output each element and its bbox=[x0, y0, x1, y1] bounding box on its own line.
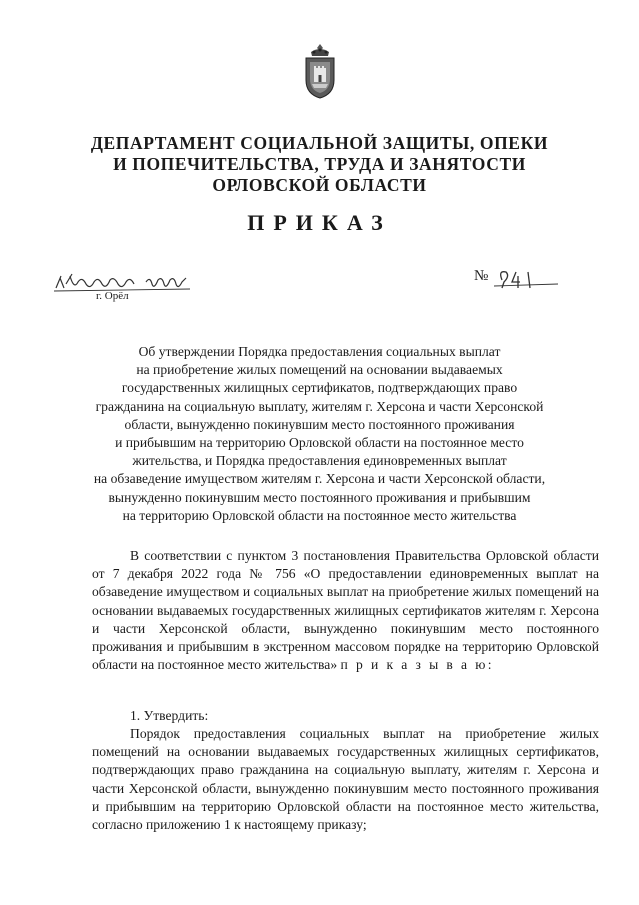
subject-line: жительства, и Порядка предоставления единовременных выплат bbox=[132, 453, 507, 469]
subject-line: государственных жилищных сертификатов, подтверждающих право bbox=[121, 380, 518, 396]
department-line-1: ДЕПАРТАМЕНТ СОЦИАЛЬНОЙ ЗАЩИТЫ, ОПЕКИ bbox=[90, 133, 549, 153]
department-heading bbox=[40, 133, 599, 196]
preamble-text: В соответствии с пунктом 3 постановления Правительства Орловской области от 7 декабря 2022 года № 756 «О предоставлении единовременных выплат на обзаведение имуществом и социальных выплат на приобретение жилых помещений на основании выдаваемых государственных жилищных сертификатов жителям г. Херсона и части Херсонской области, вынужденно покинувшим место постоянного проживания и прибывшим в экстренном массовом порядке на территорию Орловской области на постоянное место жительства» bbox=[92, 548, 599, 673]
department-line-3: ОРЛОВСКОЙ ОБЛАСТИ bbox=[212, 175, 427, 195]
handwritten-number bbox=[492, 266, 562, 294]
order-subject bbox=[80, 343, 559, 525]
item-1-text: Порядок предоставления социальных выплат на приобретение жилых помещений на основании выдаваемых государственных жилищных сертификатов, подтверждающих право гражданина на социальную выплату, жителям г. Херсона и части Херсонской области, вынужденно покинувшим место постоянного проживания и прибывшим на территорию Орловской области на постоянное место жительства, согласно приложению 1 к настоящему приказу; bbox=[92, 726, 599, 833]
number-sign: № bbox=[474, 268, 489, 284]
subject-line: области, вынужденно покинувшим место постоянного проживания bbox=[124, 416, 515, 432]
coat-of-arms-emblem bbox=[300, 42, 340, 100]
department-line-2: И ПОПЕЧИТЕЛЬСТВА, ТРУДА И ЗАНЯТОСТИ bbox=[113, 154, 526, 174]
order-number bbox=[474, 266, 564, 296]
subject-line: и прибывшим на территорию Орловской области на постоянное место bbox=[115, 435, 524, 451]
item-1-heading: 1. Утвердить: bbox=[130, 708, 209, 723]
subject-line: на территорию Орловской области на постоянное место жительства bbox=[122, 507, 517, 523]
subject-line: вынужденно покинувшим место постоянного проживания и прибывшим bbox=[108, 489, 531, 505]
subject-line: на обзаведение имуществом жителям г. Херсона и части Херсонской области, bbox=[93, 471, 546, 487]
city-label: г. Орёл bbox=[96, 290, 129, 302]
subject-line: гражданина на социальную выплату, жителям г. Херсона и части Херсонской bbox=[95, 398, 544, 414]
subject-line: на приобретение жилых помещений на основании выдаваемых bbox=[136, 362, 503, 378]
document-type-title: ПРИКАЗ bbox=[247, 210, 392, 235]
subject-line: Об утверждении Порядка предоставления социальных выплат bbox=[138, 344, 501, 359]
order-word: п р и к а з ы в а ю: bbox=[340, 657, 494, 673]
preamble-paragraph bbox=[92, 547, 599, 674]
